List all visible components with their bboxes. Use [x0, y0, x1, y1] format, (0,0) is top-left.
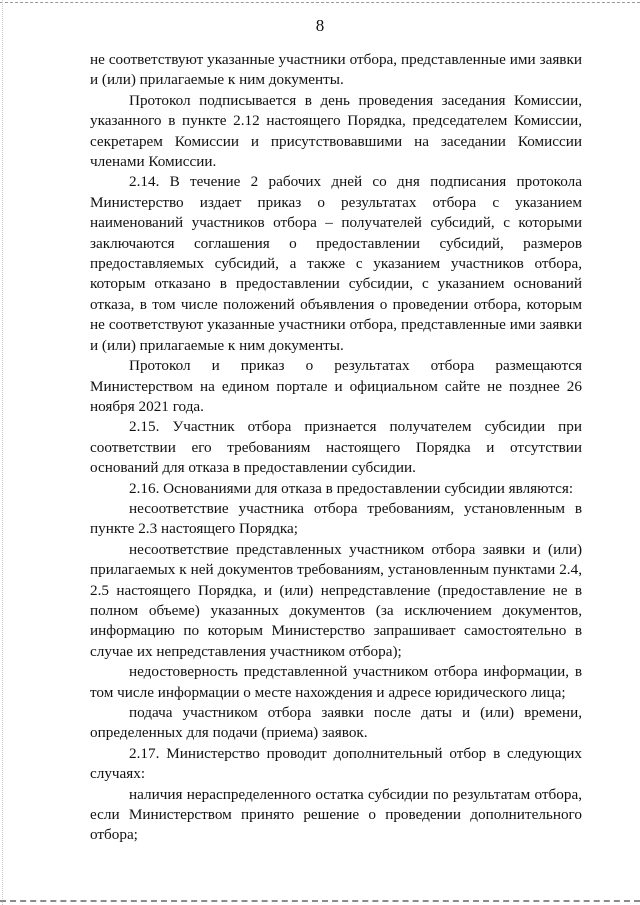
paragraph: Протокол и приказ о результатах отбора размещаются Министерством на едином портале и официальном сайте не позднее 26 ноября 2021 года. [90, 357, 582, 415]
paragraph: 2.15. Участник отбора признается получателем субсидии при соответствии его требованиям настоящего Порядка и отсутствии оснований для отказа в предоставлении субсидии. [90, 418, 582, 477]
paragraph: Протокол подписывается в день проведения заседания Комиссии, указанного в пункте 2.12 настоящего Порядка, председателем Комиссии, секретарем Комиссии и присутствовавшими на заседании Комиссии членами Комиссии. [90, 91, 582, 171]
page-number: 8 [315, 16, 325, 35]
paragraph: несоответствие участника отбора требованиям, установленным в пункте 2.3 настоящего Порядка; [90, 499, 582, 538]
paragraph: несоответствие представленных участником отбора заявки и (или) прилагаемых к ней документов требованиям, установленным пунктами 2.4, 2.5 настоящего Порядка, и (или) непредставление (предоставление не в полном объеме) указанных документов (за исключением документов, информацию по которым Министерство запрашивает самостоятельно в случае их непредставления участником отбора); [90, 540, 582, 660]
scan-top-edge [0, 2, 640, 3]
paragraph: 2.16. Основаниями для отказа в предоставлении субсидии являются: [129, 479, 574, 497]
paragraph: 2.14. В течение 2 рабочих дней со дня подписания протокола Министерство издает приказ о результатах отбора с указанием наименований участников отбора – получателей субсидий, с которыми заключаются соглашения о предоставлении субсидий, размеров предоставляемых субсидий, а также с указанием участников отбора, которым отказано в предоставлении субсидии, с указанием оснований отказа, в том числе положений объявления о проведении отбора, которым не соответствуют указанные участники отбора, представленные ими заявки и (или) прилагаемые к ним документы. [90, 173, 582, 354]
document-body [90, 50, 582, 846]
scan-left-edge [2, 0, 3, 905]
paragraph: наличия нераспределенного остатка субсидии по результатам отбора, если Министерством принято решение о проведении дополнительного отбора; [90, 785, 582, 844]
paragraph: подача участником отбора заявки после даты и (или) времени, определенных для подачи (приема) заявок. [90, 704, 582, 742]
paragraph: 2.17. Министерство проводит дополнительный отбор в следующих случаях: [90, 744, 582, 783]
scan-bottom-edge [0, 900, 640, 902]
paragraph: не соответствуют указанные участники отбора, представленные ими заявки и (или) прилагаемые к ним документы. [90, 51, 582, 89]
paragraph: недостоверность представленной участником отбора информации, в том числе информации о месте нахождения и адресе юридического лица; [90, 663, 582, 701]
